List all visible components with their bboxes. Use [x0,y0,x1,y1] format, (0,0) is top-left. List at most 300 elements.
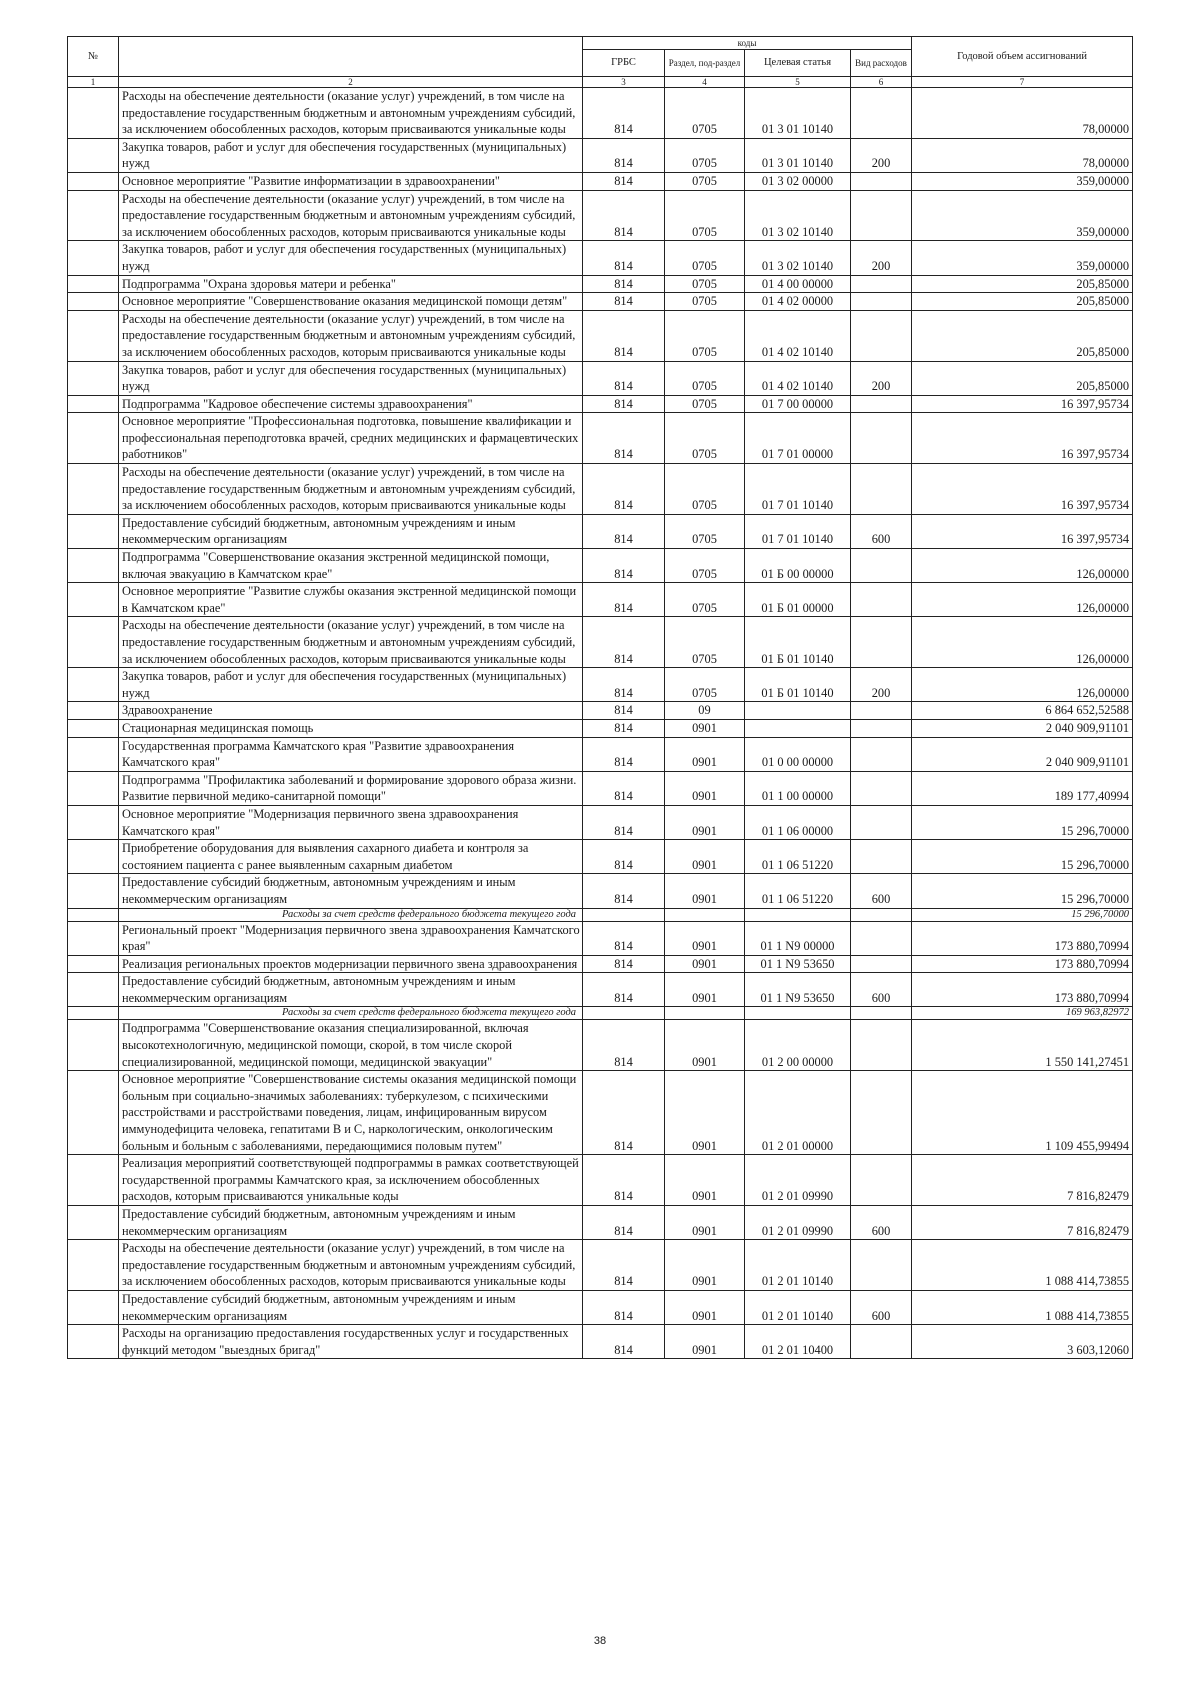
cell-name: Основное мероприятие "Развитие информатизации в здравоохранении" [119,172,583,190]
cell-target: 01 0 00 00000 [745,737,851,771]
table-row [68,275,1133,293]
cell-section: 0705 [665,464,745,515]
cell-num [68,719,119,737]
cell-name: Подпрограмма "Профилактика заболеваний и формирование здорового образа жизни. Развитие первичной медико-санитарной помощи" [119,771,583,805]
cell-target: 01 Б 01 00000 [745,583,851,617]
cell-amount: 205,85000 [912,361,1133,395]
cell-section: 0705 [665,275,745,293]
cell-section: 0901 [665,840,745,874]
cell-num [68,1155,119,1206]
cell-amount: 7 816,82479 [912,1155,1133,1206]
cell-grbs: 814 [583,275,665,293]
cell-name: Подпрограмма "Охрана здоровья матери и ребенка" [119,275,583,293]
cell-section: 0901 [665,921,745,955]
cell-section: 0901 [665,1020,745,1071]
cell-section: 0901 [665,1206,745,1240]
cell-name: Закупка товаров, работ и услуг для обеспечения государственных (муниципальных) нужд [119,241,583,275]
cell-type [851,921,912,955]
cell-grbs: 814 [583,955,665,973]
cell-target: 01 2 01 10400 [745,1325,851,1359]
table-row-federal-note [68,908,1133,921]
cell-name: Стационарная медицинская помощь [119,719,583,737]
cell-name: Реализация мероприятий соответствующей подпрограммы в рамках соответствующей государственной программы Камчатского края, за исключением обособленных расходов, которым присваиваются уникальные коды [119,1155,583,1206]
cell-amount: 173 880,70994 [912,955,1133,973]
col-header-num: № [68,37,119,77]
cell-amount: 16 397,95734 [912,413,1133,464]
cell-section: 0705 [665,617,745,668]
table-row [68,514,1133,548]
col-header-codes: коды [583,37,912,50]
cell-target [745,908,851,921]
cell-num [68,310,119,361]
cell-amount: 126,00000 [912,549,1133,583]
cell-target: 01 7 01 00000 [745,413,851,464]
table-row [68,138,1133,172]
cell-target: 01 2 00 00000 [745,1020,851,1071]
cell-grbs: 814 [583,805,665,839]
cell-name: Основное мероприятие "Совершенствование системы оказания медицинской помощи больным при социально-значимых заболеваниях: туберкулезом, с психическими расстройствами и расстройствами поведения, лицам, инфицированным вирусом иммунодефицита человека, гепатитами В и С, наркологическим, онкологическим больным и больным с заболеваниями, передающимися половым путем" [119,1071,583,1155]
cell-amount: 6 864 652,52588 [912,702,1133,720]
table-row [68,973,1133,1007]
table-row [68,1071,1133,1155]
cell-target: 01 2 01 00000 [745,1071,851,1155]
cell-amount: 16 397,95734 [912,395,1133,413]
cell-num [68,549,119,583]
cell-type [851,1071,912,1155]
table-body [68,88,1133,1359]
col-index: 1 [68,77,119,88]
cell-amount: 205,85000 [912,275,1133,293]
budget-table [67,36,1133,1359]
cell-type [851,840,912,874]
cell-type: 600 [851,1290,912,1324]
cell-amount: 169 963,82972 [912,1007,1133,1020]
cell-target: 01 Б 00 00000 [745,549,851,583]
cell-grbs: 814 [583,617,665,668]
cell-name: Здравоохранение [119,702,583,720]
table-row [68,805,1133,839]
cell-num [68,583,119,617]
cell-amount: 15 296,70000 [912,874,1133,908]
cell-grbs: 814 [583,874,665,908]
cell-grbs: 814 [583,737,665,771]
cell-amount: 7 816,82479 [912,1206,1133,1240]
cell-amount: 205,85000 [912,293,1133,311]
cell-num [68,1020,119,1071]
cell-section: 0901 [665,1325,745,1359]
cell-type [851,583,912,617]
cell-grbs: 814 [583,1206,665,1240]
cell-num [68,840,119,874]
cell-amount: 16 397,95734 [912,464,1133,515]
cell-amount: 78,00000 [912,88,1133,139]
cell-target: 01 3 01 10140 [745,138,851,172]
cell-type: 600 [851,973,912,1007]
cell-name: Предоставление субсидий бюджетным, автономным учреждениям и иным некоммерческим организациям [119,874,583,908]
cell-name: Государственная программа Камчатского края "Развитие здравоохранения Камчатского края" [119,737,583,771]
cell-type [851,310,912,361]
cell-section: 0705 [665,583,745,617]
table-row [68,361,1133,395]
cell-name: Расходы на обеспечение деятельности (оказание услуг) учреждений, в том числе на предоставление государственным бюджетным и автономным учреждениям субсидий, за исключением обособленных расходов, которым присваиваются уникальные коды [119,88,583,139]
cell-num [68,908,119,921]
cell-num [68,1290,119,1324]
cell-grbs: 814 [583,395,665,413]
table-row [68,921,1133,955]
cell-type [851,1020,912,1071]
table-row [68,702,1133,720]
cell-section: 0901 [665,805,745,839]
cell-type: 200 [851,138,912,172]
table-row [68,617,1133,668]
cell-section: 0705 [665,413,745,464]
cell-section: 0901 [665,1290,745,1324]
cell-grbs [583,1007,665,1020]
col-header-type: Вид расходов [851,50,912,77]
cell-num [68,361,119,395]
cell-section: 0705 [665,310,745,361]
cell-num [68,464,119,515]
cell-name: Подпрограмма "Совершенствование оказания специализированной, включая высокотехнологичную, медицинской помощи, скорой, в том числе скорой специализированной, медицинской помощи, медицинской эвакуации" [119,1020,583,1071]
cell-name: Предоставление субсидий бюджетным, автономным учреждениям и иным некоммерческим организациям [119,1290,583,1324]
cell-num [68,1240,119,1291]
cell-name: Расходы за счет средств федерального бюджета текущего года [119,908,583,921]
cell-type: 600 [851,874,912,908]
cell-target: 01 3 01 10140 [745,88,851,139]
table-row [68,190,1133,241]
cell-type [851,1325,912,1359]
table-row [68,310,1133,361]
cell-grbs: 814 [583,771,665,805]
cell-grbs: 814 [583,413,665,464]
cell-name: Основное мероприятие "Совершенствование оказания медицинской помощи детям" [119,293,583,311]
cell-section: 0705 [665,293,745,311]
cell-amount: 1 550 141,27451 [912,1020,1133,1071]
cell-name: Основное мероприятие "Модернизация первичного звена здравоохранения Камчатского края" [119,805,583,839]
cell-target: 01 7 01 10140 [745,464,851,515]
cell-grbs: 814 [583,668,665,702]
table-row [68,549,1133,583]
cell-grbs: 814 [583,840,665,874]
cell-section: 0705 [665,241,745,275]
table-row [68,1020,1133,1071]
cell-type: 200 [851,241,912,275]
cell-section: 0901 [665,1240,745,1291]
cell-amount: 359,00000 [912,172,1133,190]
cell-type [851,908,912,921]
cell-target: 01 2 01 10140 [745,1290,851,1324]
cell-num [68,241,119,275]
cell-target: 01 Б 01 10140 [745,668,851,702]
col-index: 3 [583,77,665,88]
cell-target [745,702,851,720]
cell-name: Региональный проект "Модернизация первичного звена здравоохранения Камчатского края" [119,921,583,955]
cell-num [68,874,119,908]
cell-grbs: 814 [583,172,665,190]
cell-grbs: 814 [583,293,665,311]
cell-grbs: 814 [583,1290,665,1324]
cell-num [68,737,119,771]
cell-amount: 78,00000 [912,138,1133,172]
cell-name: Закупка товаров, работ и услуг для обеспечения государственных (муниципальных) нужд [119,668,583,702]
cell-section: 0705 [665,361,745,395]
cell-target: 01 1 00 00000 [745,771,851,805]
cell-type [851,549,912,583]
table-row [68,955,1133,973]
cell-type [851,413,912,464]
cell-grbs: 814 [583,1020,665,1071]
cell-amount: 16 397,95734 [912,514,1133,548]
cell-target: 01 2 01 09990 [745,1155,851,1206]
cell-type [851,1240,912,1291]
cell-num [68,771,119,805]
cell-type [851,771,912,805]
cell-type [851,702,912,720]
table-row [68,1206,1133,1240]
table-row [68,668,1133,702]
cell-num [68,1071,119,1155]
col-index: 5 [745,77,851,88]
cell-type [851,719,912,737]
cell-name: Подпрограмма "Кадровое обеспечение системы здравоохранения" [119,395,583,413]
cell-amount: 15 296,70000 [912,840,1133,874]
cell-name: Расходы на обеспечение деятельности (оказание услуг) учреждений, в том числе на предоставление государственным бюджетным и автономным учреждениям субсидий, за исключением обособленных расходов, которым присваиваются уникальные коды [119,1240,583,1291]
cell-num [68,702,119,720]
cell-type [851,395,912,413]
cell-name: Основное мероприятие "Развитие службы оказания экстренной медицинской помощи в Камчатском крае" [119,583,583,617]
col-header-name [119,37,583,77]
cell-type [851,464,912,515]
cell-num [68,395,119,413]
table-row [68,1290,1133,1324]
cell-grbs: 814 [583,190,665,241]
page-number: 38 [593,1635,607,1647]
cell-name: Закупка товаров, работ и услуг для обеспечения государственных (муниципальных) нужд [119,138,583,172]
table-row [68,413,1133,464]
cell-target: 01 1 06 00000 [745,805,851,839]
cell-name: Расходы на обеспечение деятельности (оказание услуг) учреждений, в том числе на предоставление государственным бюджетным и автономным учреждениям субсидий, за исключением обособленных расходов, которым присваиваются уникальные коды [119,617,583,668]
table-row [68,1240,1133,1291]
cell-name: Расходы на обеспечение деятельности (оказание услуг) учреждений, в том числе на предоставление государственным бюджетным и автономным учреждениям субсидий, за исключением обособленных расходов, которым присваиваются уникальные коды [119,310,583,361]
cell-amount: 1 109 455,99494 [912,1071,1133,1155]
budget-table-page [67,36,1132,1359]
cell-name: Закупка товаров, работ и услуг для обеспечения государственных (муниципальных) нужд [119,361,583,395]
cell-target: 01 3 02 10140 [745,190,851,241]
cell-grbs: 814 [583,1240,665,1291]
cell-section: 0901 [665,874,745,908]
table-row [68,840,1133,874]
cell-target: 01 1 N9 00000 [745,921,851,955]
cell-type [851,88,912,139]
cell-name: Предоставление субсидий бюджетным, автономным учреждениям и иным некоммерческим организациям [119,973,583,1007]
table-row [68,771,1133,805]
cell-name: Расходы за счет средств федерального бюджета текущего года [119,1007,583,1020]
cell-section: 0705 [665,138,745,172]
cell-target [745,1007,851,1020]
table-row [68,293,1133,311]
col-header-grbs: ГРБС [583,50,665,77]
col-index: 6 [851,77,912,88]
cell-amount: 205,85000 [912,310,1133,361]
cell-type [851,172,912,190]
cell-num [68,275,119,293]
cell-type [851,293,912,311]
cell-amount: 359,00000 [912,241,1133,275]
cell-amount: 173 880,70994 [912,973,1133,1007]
cell-name: Подпрограмма "Совершенствование оказания экстренной медицинской помощи, включая эвакуацию в Камчатском крае" [119,549,583,583]
cell-type [851,737,912,771]
cell-num [68,190,119,241]
col-header-section: Раздел, под-раздел [665,50,745,77]
cell-target: 01 1 06 51220 [745,874,851,908]
cell-grbs: 814 [583,1155,665,1206]
cell-section: 0901 [665,719,745,737]
table-row [68,1325,1133,1359]
cell-section: 0705 [665,190,745,241]
cell-target: 01 2 01 09990 [745,1206,851,1240]
cell-num [68,293,119,311]
table-row [68,874,1133,908]
table-row [68,1155,1133,1206]
cell-section [665,1007,745,1020]
table-row [68,464,1133,515]
cell-grbs: 814 [583,88,665,139]
cell-grbs: 814 [583,583,665,617]
cell-type [851,275,912,293]
cell-section: 0705 [665,549,745,583]
cell-amount: 2 040 909,91101 [912,737,1133,771]
col-index: 4 [665,77,745,88]
table-row [68,583,1133,617]
cell-target: 01 3 02 00000 [745,172,851,190]
cell-section: 0901 [665,737,745,771]
cell-grbs: 814 [583,310,665,361]
cell-amount: 15 296,70000 [912,908,1133,921]
cell-target: 01 4 02 10140 [745,361,851,395]
cell-num [68,1206,119,1240]
cell-grbs: 814 [583,921,665,955]
cell-target: 01 7 01 10140 [745,514,851,548]
cell-section: 0901 [665,1155,745,1206]
cell-num [68,955,119,973]
cell-num [68,921,119,955]
cell-type: 600 [851,1206,912,1240]
cell-type: 600 [851,514,912,548]
cell-grbs: 814 [583,719,665,737]
cell-amount: 189 177,40994 [912,771,1133,805]
table-row [68,172,1133,190]
cell-amount: 15 296,70000 [912,805,1133,839]
cell-grbs: 814 [583,514,665,548]
cell-grbs: 814 [583,1071,665,1155]
cell-type [851,1007,912,1020]
cell-target: 01 1 N9 53650 [745,973,851,1007]
cell-section: 0901 [665,771,745,805]
cell-num [68,805,119,839]
cell-num [68,514,119,548]
cell-amount: 126,00000 [912,617,1133,668]
cell-grbs: 814 [583,702,665,720]
cell-amount: 2 040 909,91101 [912,719,1133,737]
cell-type [851,955,912,973]
table-row [68,719,1133,737]
cell-target: 01 3 02 10140 [745,241,851,275]
cell-num [68,617,119,668]
table-row [68,241,1133,275]
cell-num [68,172,119,190]
cell-amount: 173 880,70994 [912,921,1133,955]
cell-target: 01 4 00 00000 [745,275,851,293]
cell-target: 01 Б 01 10140 [745,617,851,668]
cell-type: 200 [851,361,912,395]
cell-amount: 1 088 414,73855 [912,1240,1133,1291]
cell-target: 01 7 00 00000 [745,395,851,413]
cell-target: 01 2 01 10140 [745,1240,851,1291]
table-row [68,88,1133,139]
cell-name: Реализация региональных проектов модернизации первичного звена здравоохранения [119,955,583,973]
cell-type [851,805,912,839]
cell-section: 09 [665,702,745,720]
cell-type [851,190,912,241]
cell-section: 0705 [665,668,745,702]
table-row [68,737,1133,771]
cell-target: 01 1 06 51220 [745,840,851,874]
cell-name: Предоставление субсидий бюджетным, автономным учреждениям и иным некоммерческим организациям [119,1206,583,1240]
cell-grbs: 814 [583,973,665,1007]
cell-section: 0705 [665,395,745,413]
cell-grbs: 814 [583,361,665,395]
cell-num [68,973,119,1007]
cell-name: Предоставление субсидий бюджетным, автономным учреждениям и иным некоммерческим организациям [119,514,583,548]
cell-grbs: 814 [583,1325,665,1359]
cell-section: 0901 [665,1071,745,1155]
cell-num [68,668,119,702]
cell-amount: 126,00000 [912,583,1133,617]
cell-num [68,1325,119,1359]
cell-type: 200 [851,668,912,702]
cell-section: 0705 [665,514,745,548]
cell-grbs [583,908,665,921]
cell-target: 01 4 02 00000 [745,293,851,311]
cell-amount: 126,00000 [912,668,1133,702]
cell-name: Расходы на организацию предоставления государственных услуг и государственных функций методом "выездных бригад" [119,1325,583,1359]
cell-type [851,1155,912,1206]
cell-target: 01 1 N9 53650 [745,955,851,973]
cell-grbs: 814 [583,464,665,515]
col-index: 2 [119,77,583,88]
cell-section: 0901 [665,973,745,1007]
cell-num [68,88,119,139]
col-header-target: Целевая статья [745,50,851,77]
cell-amount: 1 088 414,73855 [912,1290,1133,1324]
cell-grbs: 814 [583,549,665,583]
cell-target: 01 4 02 10140 [745,310,851,361]
cell-type [851,617,912,668]
col-header-amount: Годовой объем ассигнований [912,37,1133,77]
cell-section: 0705 [665,172,745,190]
cell-grbs: 814 [583,241,665,275]
table-row [68,395,1133,413]
cell-num [68,1007,119,1020]
cell-target [745,719,851,737]
cell-name: Приобретение оборудования для выявления сахарного диабета и контроля за состоянием пациента с ранее выявленным сахарным диабетом [119,840,583,874]
cell-amount: 359,00000 [912,190,1133,241]
cell-num [68,413,119,464]
cell-num [68,138,119,172]
col-index: 7 [912,77,1133,88]
cell-section [665,908,745,921]
cell-section: 0705 [665,88,745,139]
